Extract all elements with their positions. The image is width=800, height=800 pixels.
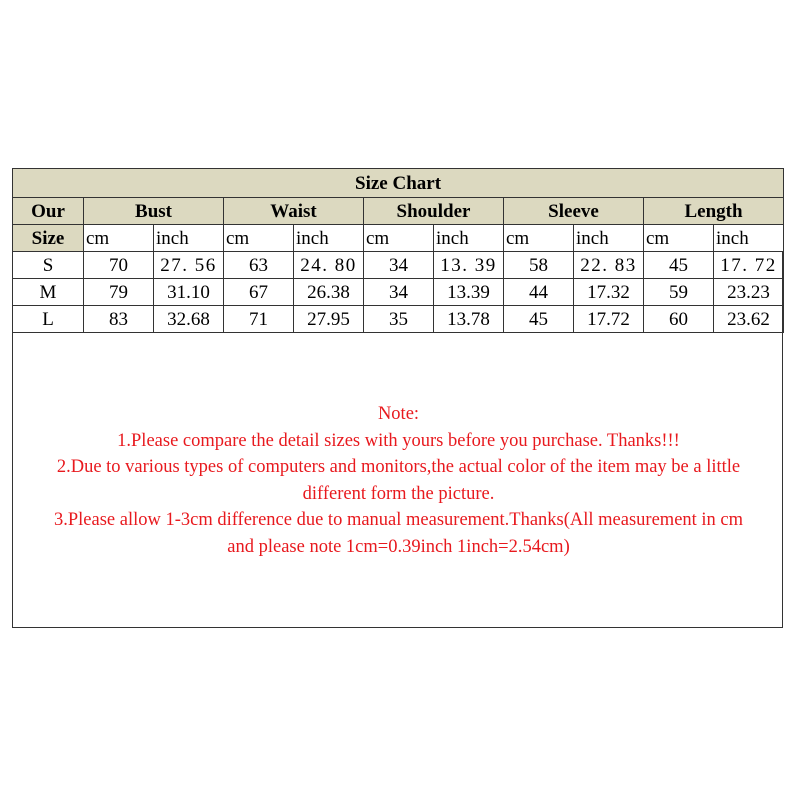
unit-header-cm: cm <box>84 225 154 252</box>
table-cell: 32.68 <box>154 306 224 333</box>
table-row-size-m <box>13 279 784 306</box>
table-cell: 59 <box>644 279 714 306</box>
table-cell: 79 <box>84 279 154 306</box>
table-cell: 26.38 <box>294 279 364 306</box>
notes-section <box>13 401 784 560</box>
table-cell: 34 <box>364 252 434 279</box>
size-chart-table <box>12 168 784 333</box>
note-heading: Note: <box>377 404 420 424</box>
size-chart-title: Size Chart <box>13 169 784 198</box>
table-cell: 24. 80 <box>294 252 364 279</box>
table-cell: 17.32 <box>574 279 644 306</box>
unit-header-inch: inch <box>154 225 224 252</box>
table-cell: 23.23 <box>714 279 784 306</box>
size-chart-panel <box>12 168 783 628</box>
note-line: different form the picture. <box>302 483 495 504</box>
unit-header-inch: inch <box>714 225 784 252</box>
table-cell: 34 <box>364 279 434 306</box>
size-label: L <box>13 306 84 333</box>
unit-header-inch: inch <box>294 225 364 252</box>
table-cell: 71 <box>224 306 294 333</box>
table-row-size-s <box>13 252 784 279</box>
unit-header-cm: cm <box>364 225 434 252</box>
table-cell: 17.72 <box>574 306 644 333</box>
unit-header-cm: cm <box>644 225 714 252</box>
table-cell: 27.95 <box>294 306 364 333</box>
unit-header-inch: inch <box>574 225 644 252</box>
table-cell: 22. 83 <box>574 252 644 279</box>
group-header-sleeve: Sleeve <box>504 198 644 225</box>
note-line: 2.Due to various types of computers and monitors,the actual color of the item may be a little <box>56 457 741 477</box>
table-row-size-l <box>13 306 784 333</box>
note-line: and please note 1cm=0.39inch 1inch=2.54cm) <box>227 536 570 557</box>
table-cell: 13.78 <box>434 306 504 333</box>
table-cell: 13.39 <box>434 279 504 306</box>
group-header-waist: Waist <box>224 198 364 225</box>
size-label: M <box>13 279 84 306</box>
table-cell: 63 <box>224 252 294 279</box>
table-cell: 67 <box>224 279 294 306</box>
size-column-header-bottom: Size <box>13 225 84 252</box>
table-cell: 45 <box>644 252 714 279</box>
group-header-length: Length <box>644 198 784 225</box>
table-cell: 13. 39 <box>434 252 504 279</box>
table-cell: 45 <box>504 306 574 333</box>
table-cell: 70 <box>84 252 154 279</box>
group-header-bust: Bust <box>84 198 224 225</box>
table-cell: 60 <box>644 306 714 333</box>
unit-header-cm: cm <box>224 225 294 252</box>
size-column-header-top: Our <box>13 198 84 225</box>
table-cell: 44 <box>504 279 574 306</box>
table-cell: 58 <box>504 252 574 279</box>
table-cell: 83 <box>84 306 154 333</box>
table-cell: 27. 56 <box>154 252 224 279</box>
table-cell: 17. 72 <box>714 252 784 279</box>
group-header-shoulder: Shoulder <box>364 198 504 225</box>
unit-header-inch: inch <box>434 225 504 252</box>
note-line: 1.Please compare the detail sizes with yours before you purchase. Thanks!!! <box>117 430 680 451</box>
table-cell: 35 <box>364 306 434 333</box>
note-line: 3.Please allow 1-3cm difference due to manual measurement.Thanks(All measurement in cm <box>53 510 744 530</box>
size-label: S <box>13 252 84 279</box>
table-cell: 23.62 <box>714 306 784 333</box>
table-cell: 31.10 <box>154 279 224 306</box>
unit-header-cm: cm <box>504 225 574 252</box>
